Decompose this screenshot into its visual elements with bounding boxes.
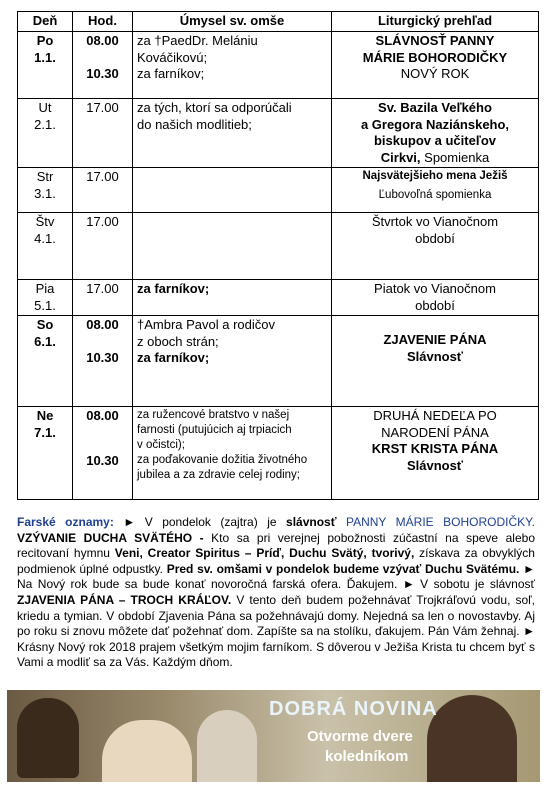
intent-line: za †PaedDr. Melániu (137, 33, 258, 48)
liturgy-line: KRST KRISTA PÁNA (371, 441, 499, 456)
carolers-figure (197, 710, 257, 782)
liturgy-line: NOVÝ ROK (400, 66, 470, 81)
day-cell (18, 280, 73, 316)
hour: 17.00 (86, 281, 119, 296)
liturgy-cell (332, 99, 539, 168)
day-cell (18, 213, 73, 280)
notes-text: PANNY MÁRIE BOHORODIČKY. (345, 515, 535, 529)
day-date: 5.1. (34, 297, 56, 313)
liturgy-line: biskupov a učiteľov (373, 133, 497, 148)
day-name: So (36, 317, 54, 332)
hour: 08.00 (86, 33, 119, 48)
notes-text: Kto sa pri verejnej pobožnosti zúčastní na speve alebo recitovaní hymnu (17, 530, 535, 561)
hour: 10.30 (86, 452, 119, 468)
liturgy-line: Sv. Bazila Veľkého (378, 100, 492, 115)
day-date: 1.1. (34, 49, 56, 65)
liturgy-line: Slávnosť (406, 457, 464, 473)
hour: 17.00 (86, 214, 119, 229)
notes-text: Pred sv. omšami v pondelok budeme vzývať Duchu Svätému. (166, 561, 520, 576)
notes-text: ZJAVENIA PÁNA – TROCH KRÁĽOV. (17, 592, 232, 607)
day-name: Ne (36, 408, 54, 423)
intent-line: z oboch strán; (137, 333, 219, 349)
liturgy-cell (332, 168, 539, 213)
day-name: Pia (35, 281, 55, 296)
hour: 08.00 (86, 317, 119, 332)
intent-line: za poďakovanie dožitia životného (137, 454, 308, 466)
intent-line: za farníkov; (137, 350, 210, 365)
liturgy-cell (332, 280, 539, 316)
day-cell (18, 316, 73, 407)
intent-line: do našich modlitieb; (137, 116, 252, 132)
day-name: Ut (38, 100, 52, 115)
notes-text: ► Na Nový rok bude sa bude konať novoročná farská ofera. Ďakujem. ► V sobotu je slávnosť (17, 561, 535, 592)
child-figure (17, 698, 79, 778)
intent-line: †Ambra Pavol a rodičov (137, 317, 276, 332)
liturgy-line: a Gregora Naziánskeho, (360, 116, 510, 132)
day-date: 7.1. (34, 424, 56, 440)
liturgy-line: Spomienka (424, 149, 490, 165)
intent-line: za tých, ktorí sa odporúčali (137, 100, 292, 115)
table-row (18, 213, 539, 280)
liturgy-line: MÁRIE BOHORODIČKY (362, 49, 508, 65)
hour-cell (73, 99, 133, 168)
carolers-figure (102, 720, 192, 782)
hour-cell (73, 407, 133, 500)
hour-cell (73, 32, 133, 99)
day-date: 6.1. (34, 333, 56, 349)
banner-title: DOBRÁ NOVINA (269, 698, 438, 720)
day-date: 4.1. (34, 230, 56, 246)
header-intent: Úmysel sv. omše (133, 12, 332, 32)
intent-line: v očistci); (137, 439, 185, 451)
liturgy-line: období (415, 230, 455, 246)
header-liturgy: Liturgický prehľad (332, 12, 539, 32)
day-name: Štv (35, 214, 55, 229)
intent-cell (133, 32, 332, 99)
table-row (18, 407, 539, 500)
day-cell (18, 99, 73, 168)
intent-line: za farníkov; (137, 281, 210, 296)
table-row (18, 99, 539, 168)
liturgy-cell (332, 213, 539, 280)
liturgy-line: období (415, 297, 455, 313)
hour-cell (73, 316, 133, 407)
parish-announcements (17, 515, 535, 671)
intent-line: za farníkov; (137, 66, 205, 81)
notes-text: Veni, Creator Spiritus – Príď, Duchu Svätý, tvorivý, (114, 546, 415, 561)
header-day: Deň (18, 12, 73, 32)
notes-text: slávnosť (286, 515, 337, 529)
notes-text: V tento deň budem požehnávať Trojkráľovú vodu, soľ, kriedu a tymian. V období Zjavenia Pána sa požehnávajú domy. Nejedná sa len o novostavby. Aj po roku si znovu môžete dať požehnať dom. Zapíšte sa na stolíku, ďakujem. Pán Vám žehnaj. (17, 592, 536, 639)
notes-text: ► Krásny Nový rok 2018 prajem všetkým mojim farníkom. S dôverou v Ježiša Krista tu chcem byť s Vami a modliť sa za Vás. Každým dňom. (17, 624, 535, 670)
liturgy-line: Najsvätejšieho mena Ježiš (362, 170, 508, 182)
table-row (18, 168, 539, 213)
hour: 10.30 (86, 349, 119, 365)
header-hour: Hod. (73, 12, 133, 32)
carolers-banner-image (7, 690, 540, 782)
liturgy-cell (332, 32, 539, 99)
notes-text: VZÝVANIE DUCHA SVÄTÉHO - (17, 530, 204, 545)
hour: 10.30 (86, 65, 119, 81)
intent-line: Kováčikovú; (137, 49, 208, 65)
day-cell (18, 32, 73, 99)
liturgy-line: SLÁVNOSŤ PANNY (375, 33, 495, 48)
intent-cell (133, 407, 332, 500)
hour-cell (73, 280, 133, 316)
intent-cell (133, 316, 332, 407)
liturgy-line: Štvrtok vo Vianočnom (371, 214, 499, 229)
table-row (18, 32, 539, 99)
hour-cell (73, 213, 133, 280)
liturgy-cell (332, 407, 539, 500)
announcements-label: Farské oznamy: (17, 515, 114, 529)
hour: 08.00 (86, 408, 119, 423)
table-row (18, 280, 539, 316)
day-cell (18, 407, 73, 500)
liturgy-line: ZJAVENIE PÁNA (383, 332, 487, 347)
intent-cell (133, 213, 332, 280)
intent-cell (133, 99, 332, 168)
mother-figure (427, 695, 517, 782)
day-date: 2.1. (34, 116, 56, 132)
mass-schedule-table (17, 11, 539, 500)
table-row (18, 316, 539, 407)
liturgy-line: DRUHÁ NEDEĽA PO (373, 408, 497, 423)
day-name: Str (36, 169, 54, 184)
hour: 17.00 (86, 100, 119, 115)
table-header-row (18, 12, 539, 32)
banner-line: koledníkom (325, 748, 409, 765)
day-name: Po (36, 33, 54, 48)
notes-text: ► V pondelok (zajtra) je (123, 515, 277, 529)
banner-line: Otvorme dvere (307, 728, 413, 745)
day-cell (18, 168, 73, 213)
liturgy-line: Ľubovoľná spomienka (378, 189, 492, 201)
intent-line: jubilea a za zdravie celej rodiny; (137, 469, 301, 481)
day-date: 3.1. (34, 185, 56, 201)
liturgy-line: Slávnosť (406, 348, 464, 364)
liturgy-cell (332, 316, 539, 407)
liturgy-line: NARODENÍ PÁNA (381, 424, 489, 440)
liturgy-line: Piatok vo Vianočnom (374, 281, 496, 296)
hour-cell (73, 168, 133, 213)
hour: 17.00 (86, 169, 119, 184)
intent-cell (133, 280, 332, 316)
intent-line: za ružencové bratstvo v našej (137, 409, 290, 421)
liturgy-line: Cirkvi, (380, 149, 421, 165)
notes-text: získava za obvyklých podmienok úplné odpustky. (17, 546, 535, 576)
intent-line: farnosti (putujúcich aj trpiacich (137, 424, 292, 436)
intent-cell (133, 168, 332, 213)
